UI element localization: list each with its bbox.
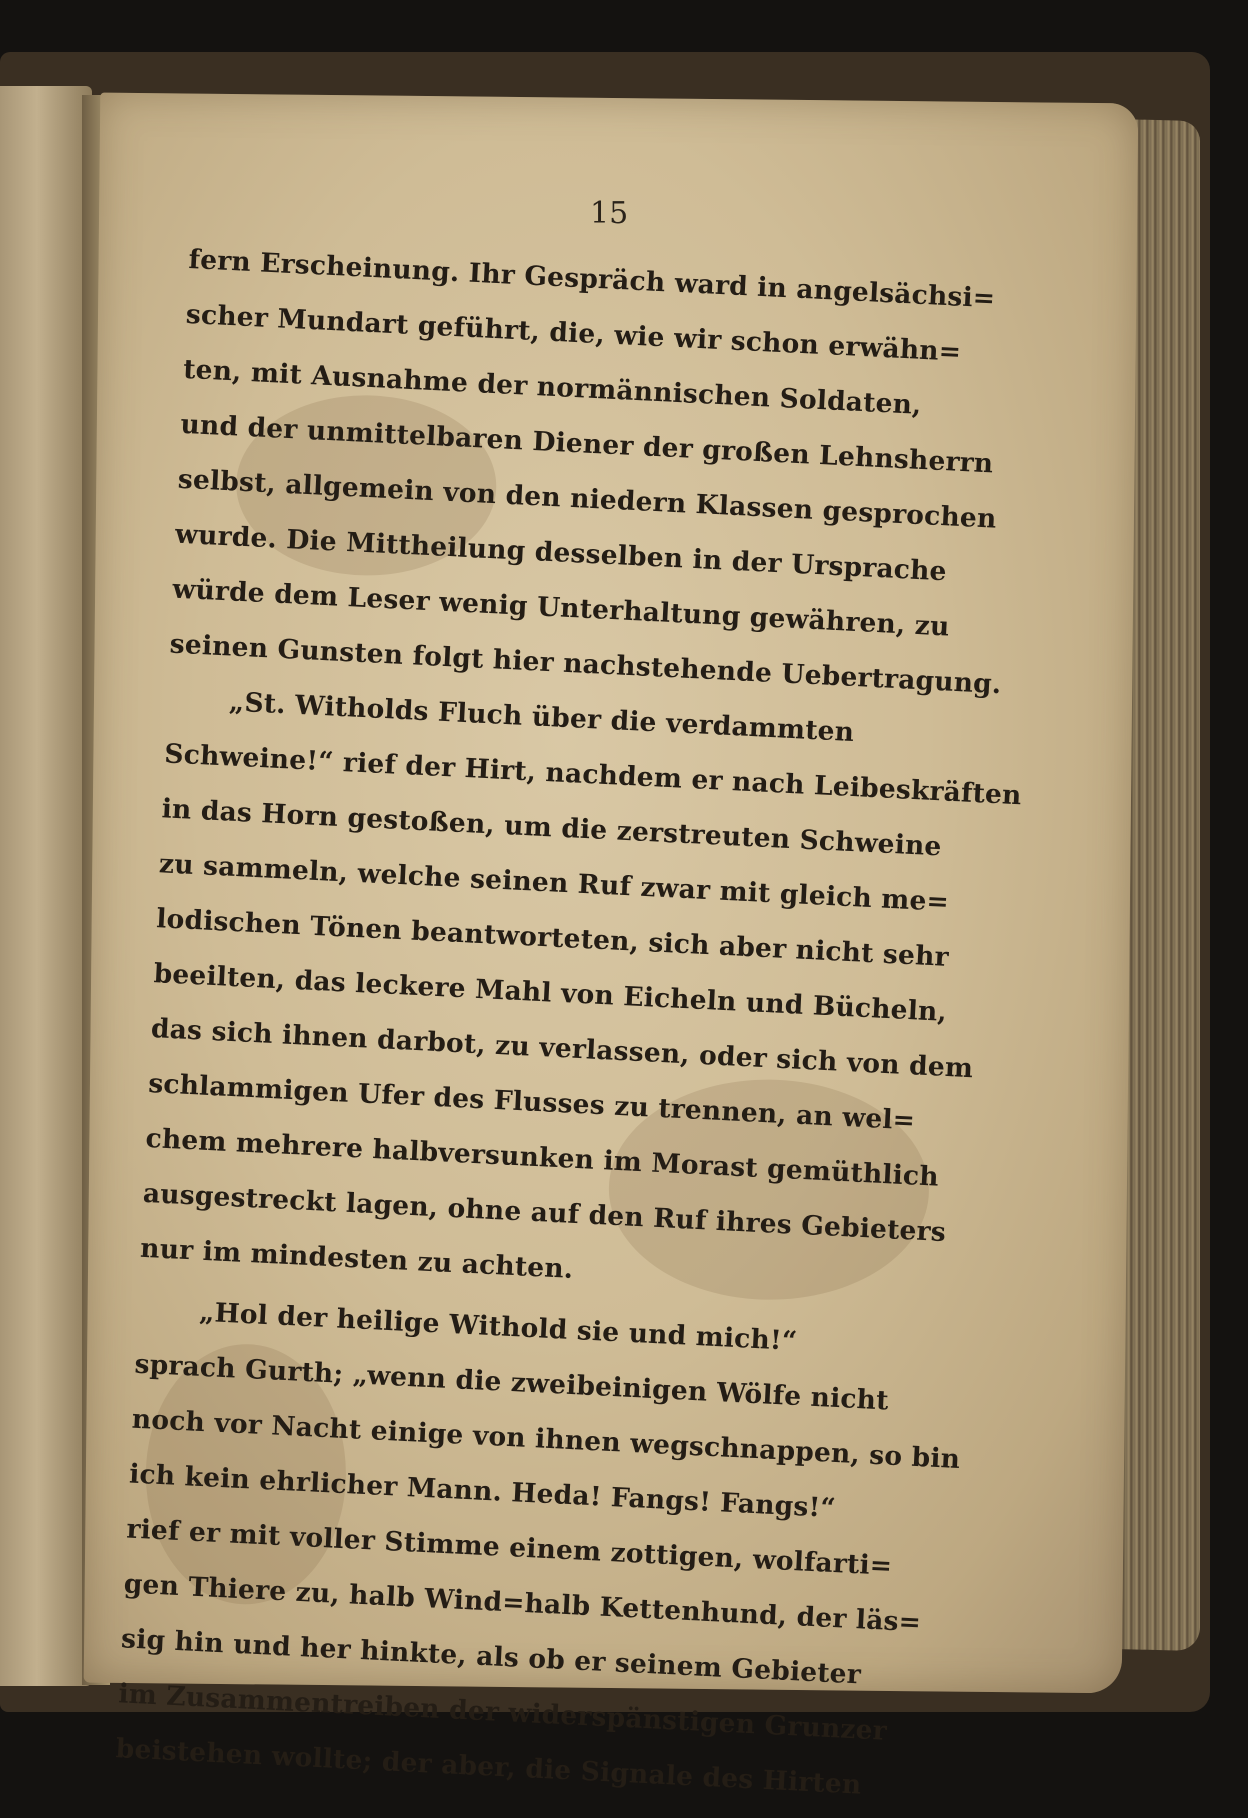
- text-line: scher Mundart geführt, die, wie wir schon erwähn=: [185, 298, 962, 368]
- text-line: das sich ihnen darbot, zu verlassen, oder sich von dem: [150, 1013, 974, 1085]
- text-line: chem mehrere halbversunken im Morast gemüthlich: [144, 1122, 940, 1193]
- text-line: fern Erscheinung. Ihr Gespräch ward in angelsächsi=: [187, 243, 996, 315]
- text-line: würde dem Leser wenig Unterhaltung gewähren, zu: [171, 573, 951, 643]
- text-line: Schweine!“ rief der Hirt, nachdem er nach Leibeskräften: [163, 738, 1023, 812]
- text-line: und der unmittelbaren Diener der großen Lehnsherrn: [179, 408, 995, 480]
- text-line: sprach Gurth; „wenn die zweibeinigen Wölfe nicht: [133, 1348, 890, 1417]
- text-line: gen Thiere zu, halb Wind=halb Kettenhund, der läs=: [123, 1568, 922, 1639]
- text-line: lodischen Tönen beantworteten, sich aber nicht sehr: [155, 903, 950, 973]
- text-line: ten, mit Ausnahme der normännischen Soldaten,: [182, 353, 923, 421]
- text-line: zu sammeln, welche seinen Ruf zwar mit gleich me=: [158, 848, 950, 918]
- text-line: nur im mindesten zu achten.: [139, 1232, 574, 1285]
- text-line: schlammigen Ufer des Flusses zu trennen, an wel=: [147, 1068, 916, 1137]
- text-line: wurde. Die Mittheilung desselben in der Ursprache: [174, 518, 948, 588]
- text-line: sig hin und her hinkte, als ob er seinem Gebieter: [120, 1623, 862, 1691]
- text-line: seinen Gunsten folgt hier nachstehende Uebertragung.: [169, 628, 1003, 701]
- text-line: beistehen wollte; der aber, die Signale des Hirten: [115, 1733, 863, 1801]
- text-line: beeilten, das leckere Mahl von Eicheln und Bücheln,: [152, 958, 948, 1028]
- text-line: noch vor Nacht einige von ihnen wegschnappen, so bin: [131, 1403, 961, 1476]
- text-line: ausgestreckt lagen, ohne auf den Ruf ihres Gebieters: [142, 1177, 947, 1249]
- body-text: [114, 232, 1023, 1816]
- text-line: in das Horn gestoßen, um die zerstreuten Schweine: [161, 793, 943, 863]
- text-line: selbst, allgemein von den niedern Klassen gesprochen: [177, 463, 998, 535]
- paragraph-start: „Hol der heilige Withold sie und mich!“: [198, 1296, 798, 1357]
- text-line: rief er mit voller Stimme einem zottigen, wolfarti=: [125, 1513, 893, 1582]
- text-line: ich kein ehrlicher Mann. Heda! Fangs! Fangs!“: [128, 1458, 837, 1525]
- left-page-edge: [0, 86, 92, 1686]
- paragraph-start: „St. Witholds Fluch über die verdammten: [228, 686, 855, 749]
- page-number: 15: [590, 196, 629, 231]
- text-line: im Zusammentreiben der widerspänstigen Grunzer: [117, 1678, 888, 1747]
